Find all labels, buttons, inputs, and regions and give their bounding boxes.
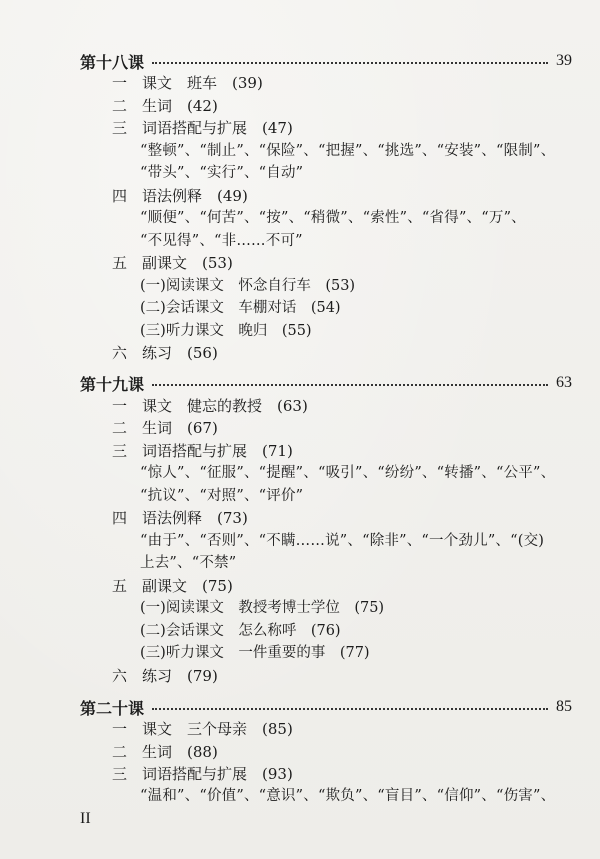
toc-subitem: (三)听力课文 一件重要的事 (77): [140, 645, 370, 661]
toc-subitem: (二)会话课文 怎么称呼 (76): [140, 623, 341, 639]
toc-item: 二 生词 (67): [112, 419, 218, 437]
lesson-19-heading: [80, 372, 572, 394]
word-list: “带头”、“实行”、“自动”: [140, 165, 304, 181]
toc-item: 二 生词 (88): [112, 743, 218, 761]
toc-item: 三 词语搭配与扩展 (93): [112, 765, 293, 783]
lesson-title: 第二十课: [80, 698, 145, 718]
toc-item: 六 练习 (79): [112, 667, 218, 685]
toc-item: 二 生词 (42): [112, 97, 218, 115]
word-list: 上去”、“不禁”: [140, 555, 237, 571]
toc-item: 一 课文 三个母亲 (85): [112, 720, 293, 738]
toc-item: 四 语法例释 (73): [112, 509, 248, 527]
toc-item: 六 练习 (56): [112, 344, 218, 362]
toc-item: 一 课文 班车 (39): [112, 74, 263, 92]
word-list: “惊人”、“征服”、“提醒”、“吸引”、“纷纷”、“转播”、“公平”、: [140, 465, 556, 481]
toc-subitem: (一)阅读课文 教授考博士学位 (75): [140, 600, 385, 616]
lesson-page-number: 85: [556, 698, 572, 715]
word-list: “顺便”、“何苦”、“按”、“稍微”、“索性”、“省得”、“万”、: [140, 210, 526, 226]
toc-item: 一 课文 健忘的教授 (63): [112, 397, 308, 415]
toc-item: 三 词语搭配与扩展 (47): [112, 119, 293, 137]
dot-leader: [152, 708, 548, 710]
lesson-20-heading: [80, 696, 572, 718]
toc-item: 三 词语搭配与扩展 (71): [112, 442, 293, 460]
dot-leader: [152, 384, 548, 386]
toc-item: 四 语法例释 (49): [112, 187, 248, 205]
page-footer-number: II: [80, 810, 91, 827]
lesson-title: 第十八课: [80, 52, 145, 72]
toc-item: 五 副课文 (53): [112, 254, 233, 272]
word-list: “不见得”、“非……不可”: [140, 233, 303, 249]
toc-subitem: (一)阅读课文 怀念自行车 (53): [140, 278, 356, 294]
word-list: “抗议”、“对照”、“评价”: [140, 488, 304, 504]
lesson-page-number: 39: [556, 52, 572, 69]
lesson-title: 第十九课: [80, 374, 145, 394]
lesson-18-heading: [80, 50, 572, 72]
toc-item: 五 副课文 (75): [112, 577, 233, 595]
toc-subitem: (三)听力课文 晚归 (55): [140, 323, 312, 339]
lesson-page-number: 63: [556, 374, 572, 391]
word-list: “由于”、“否则”、“不瞒……说”、“除非”、“一个劲儿”、“(交): [140, 533, 545, 549]
word-list: “整顿”、“制止”、“保险”、“把握”、“挑选”、“安装”、“限制”、: [140, 143, 556, 159]
word-list: “温和”、“价值”、“意识”、“欺负”、“盲目”、“信仰”、“伤害”、: [140, 788, 556, 804]
dot-leader: [152, 62, 548, 64]
toc-subitem: (二)会话课文 车棚对话 (54): [140, 300, 341, 316]
